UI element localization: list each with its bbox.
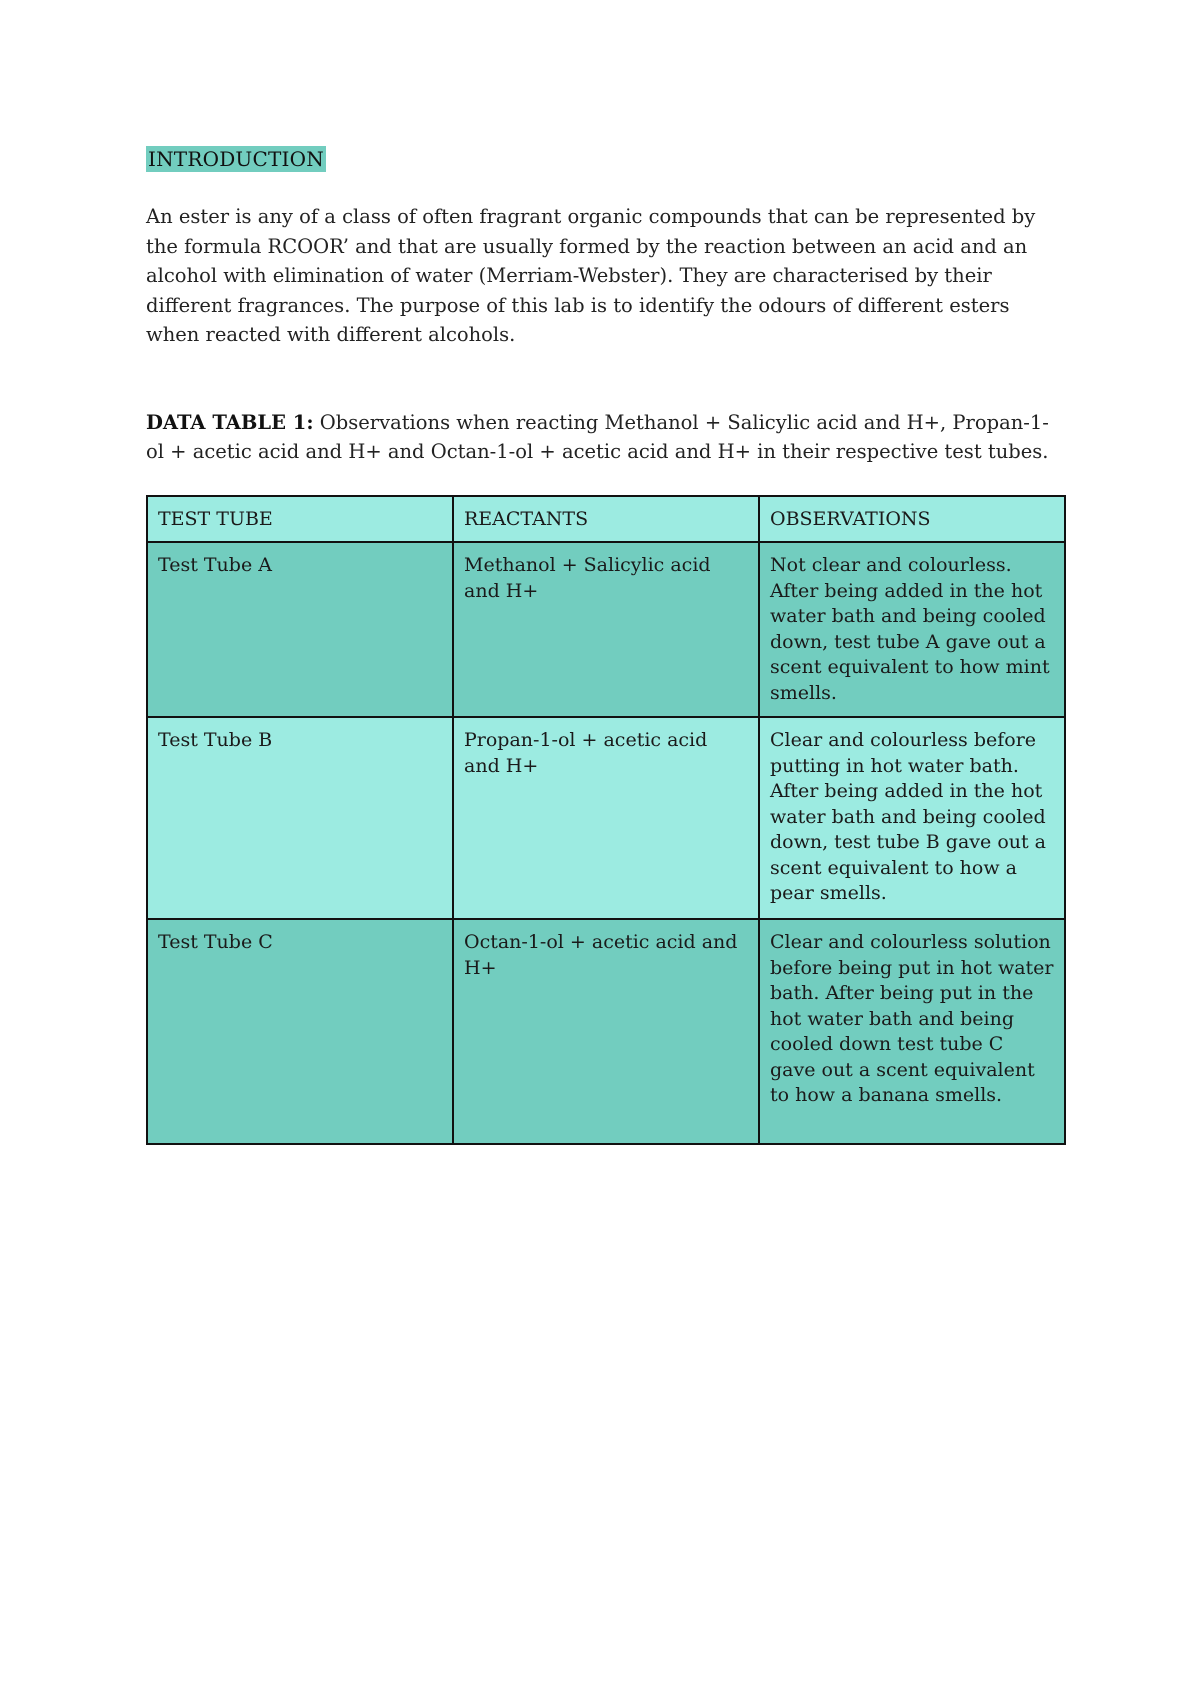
header-observations: OBSERVATIONS	[759, 496, 1065, 543]
introduction-paragraph: An ester is any of a class of often fragrant organic compounds that can be represented by the formula RCOOR’ and that are usually formed by the reaction between an acid and an alcohol with elimination of water (Merriam-Webster). They are characterised by their different fragrances. The purpose of this lab is to identify the odours of different esters when reacted with different alcohols.	[146, 205, 1036, 346]
data-table-caption	[146, 408, 1064, 467]
cell-test-tube: Test Tube C	[147, 919, 453, 1144]
table-header-row	[147, 496, 1065, 543]
cell-reactants: Methanol + Salicylic acid and H+	[453, 542, 759, 717]
cell-observations: Not clear and colourless. After being added in the hot water bath and being cooled down, test tube A gave out a scent equivalent to how mint smells.	[759, 542, 1065, 717]
header-test-tube: TEST TUBE	[147, 496, 453, 543]
cell-reactants: Propan-1-ol + acetic acid and H+	[453, 717, 759, 919]
cell-reactants: Octan-1-ol + acetic acid and H+	[453, 919, 759, 1144]
table-row	[147, 919, 1065, 1144]
cell-observations: Clear and colourless before putting in hot water bath. After being added in the hot water bath and being cooled down, test tube B gave out a scent equivalent to how a pear smells.	[759, 717, 1065, 919]
introduction-heading: INTRODUCTION	[148, 147, 324, 171]
table-row	[147, 542, 1065, 717]
cell-test-tube: Test Tube B	[147, 717, 453, 919]
data-table-caption-label: DATA TABLE 1:	[146, 410, 314, 434]
table-row	[147, 717, 1065, 919]
data-table-caption-text: Observations when reacting Methanol + Salicylic acid and H+, Propan-1-ol + acetic acid and H+ and Octan-1-ol + acetic acid and H+ in their respective test tubes.	[146, 410, 1049, 463]
document-page	[146, 146, 1064, 1145]
cell-observations: Clear and colourless solution before being put in hot water bath. After being put in the hot water bath and being cooled down test tube C gave out a scent equivalent to how a banana smells.	[759, 919, 1065, 1144]
observations-table	[146, 495, 1066, 1146]
cell-test-tube: Test Tube A	[147, 542, 453, 717]
header-reactants: REACTANTS	[453, 496, 759, 543]
